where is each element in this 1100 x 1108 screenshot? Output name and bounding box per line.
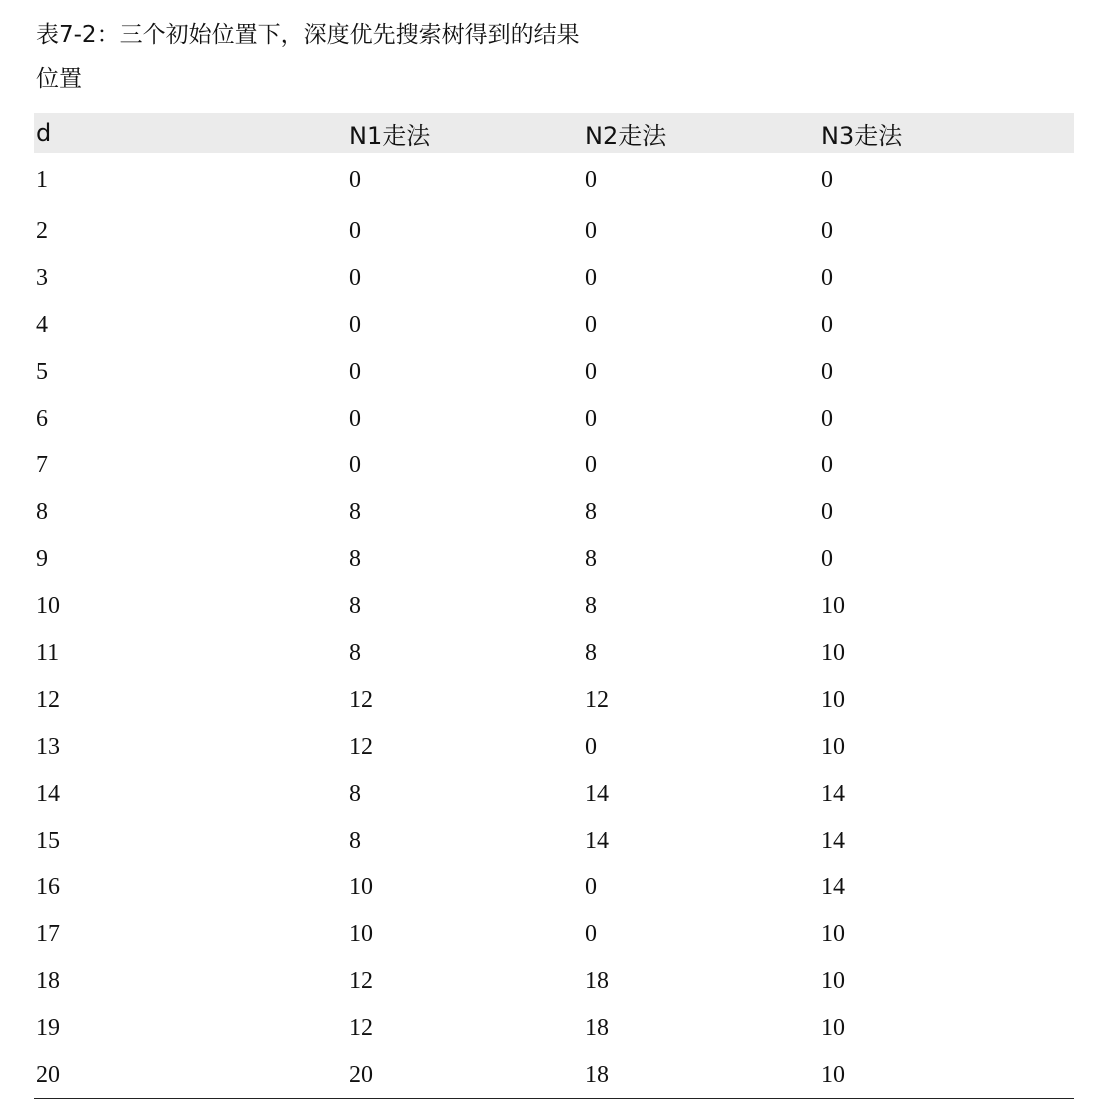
- cell-n3: 14: [821, 780, 845, 807]
- table-row: [34, 818, 1074, 865]
- cell-n2: 0: [585, 921, 597, 948]
- cell-n1: 12: [349, 1015, 373, 1042]
- cell-n2: 0: [585, 874, 597, 901]
- cell-n3: 0: [821, 311, 833, 338]
- header-cell-n1: N1走法: [349, 121, 431, 150]
- cell-d: 2: [36, 217, 48, 244]
- cell-d: 6: [36, 405, 48, 432]
- cell-d: 20: [34, 1052, 347, 1099]
- cell-n1: 12: [349, 686, 373, 713]
- cell-n1: 8: [349, 639, 361, 666]
- cell-d: 7: [36, 452, 48, 479]
- cell-n1: 8: [349, 827, 361, 854]
- header-cell-n2: N2走法: [585, 121, 667, 150]
- cell-n3: 10: [821, 639, 845, 666]
- cell-n3: 0: [821, 452, 833, 479]
- cell-n1: 10: [349, 921, 373, 948]
- table-subtitle: 位置: [36, 66, 82, 92]
- cell-d: 19: [36, 1015, 60, 1042]
- cell-d: 11: [36, 639, 60, 666]
- cell-n2: 12: [585, 686, 609, 713]
- cell-d: 14: [36, 780, 60, 807]
- table-row: [34, 771, 1074, 818]
- table-row: [34, 911, 1074, 958]
- cell-n2: 18: [585, 1015, 609, 1042]
- cell-n2: 8: [585, 593, 597, 620]
- table-row: [34, 208, 1074, 255]
- table-row: [34, 536, 1074, 583]
- cell-n1: 12: [349, 968, 373, 995]
- header-cell-n3: N3走法: [821, 121, 903, 150]
- cell-n3: 14: [821, 827, 845, 854]
- table-row: [34, 1005, 1074, 1052]
- table-row: [34, 349, 1074, 396]
- cell-n1: 8: [349, 499, 361, 526]
- table-header: [34, 113, 1074, 153]
- cell-n2: 18: [583, 1052, 819, 1099]
- cell-n3: 0: [821, 264, 833, 291]
- cell-n1: 0: [349, 217, 361, 244]
- table-body: [34, 153, 1074, 1099]
- table-row: [34, 153, 1074, 208]
- cell-d: 10: [36, 593, 60, 620]
- cell-d: 4: [36, 311, 48, 338]
- cell-n2: 0: [585, 733, 597, 760]
- cell-d: 3: [36, 264, 48, 291]
- cell-d: 5: [36, 358, 48, 385]
- cell-n1: 8: [349, 780, 361, 807]
- table-row: [34, 958, 1074, 1005]
- cell-n2: 8: [585, 546, 597, 573]
- cell-n3: 10: [821, 686, 845, 713]
- cell-n3: 0: [821, 499, 833, 526]
- table-row: [34, 1052, 1074, 1099]
- table-row: [34, 302, 1074, 349]
- cell-n3: 10: [819, 1052, 1074, 1099]
- cell-n2: 0: [585, 452, 597, 479]
- cell-n3: 0: [821, 217, 833, 244]
- table-row: [34, 255, 1074, 302]
- cell-n3: 0: [821, 358, 833, 385]
- cell-n3: 10: [821, 593, 845, 620]
- header-cell-d: d: [36, 119, 52, 147]
- cell-d: 9: [36, 546, 48, 573]
- cell-n2: 8: [585, 639, 597, 666]
- table-row: [34, 442, 1074, 489]
- table-title: 表7-2：三个初始位置下，深度优先搜索树得到的结果: [36, 22, 580, 48]
- cell-n2: 18: [585, 968, 609, 995]
- cell-n3: 0: [821, 546, 833, 573]
- table-row: [34, 396, 1074, 443]
- cell-n1: 12: [349, 733, 373, 760]
- cell-n1: 0: [349, 358, 361, 385]
- cell-n2: 14: [585, 780, 609, 807]
- cell-d: 13: [36, 733, 60, 760]
- cell-n1: 0: [349, 311, 361, 338]
- table-row: [34, 489, 1074, 536]
- table-caption: [36, 18, 580, 96]
- table-row: [34, 864, 1074, 911]
- cell-d: 12: [36, 686, 60, 713]
- cell-d: 16: [36, 874, 60, 901]
- cell-n2: 0: [585, 264, 597, 291]
- cell-n2: 8: [585, 499, 597, 526]
- cell-n2: 0: [585, 311, 597, 338]
- results-table: [34, 113, 1074, 1099]
- header-row: [34, 113, 1074, 153]
- table-row: [34, 630, 1074, 677]
- cell-d: 1: [36, 167, 48, 193]
- cell-d: 8: [36, 499, 48, 526]
- cell-n3: 10: [821, 1015, 845, 1042]
- cell-d: 18: [36, 968, 60, 995]
- cell-n1: 8: [349, 593, 361, 620]
- cell-n1: 0: [349, 167, 361, 193]
- cell-n3: 10: [821, 921, 845, 948]
- cell-n3: 0: [821, 167, 833, 193]
- cell-n2: 0: [585, 358, 597, 385]
- cell-n1: 0: [349, 264, 361, 291]
- cell-n3: 14: [821, 874, 845, 901]
- cell-n2: 0: [585, 217, 597, 244]
- cell-n2: 14: [585, 827, 609, 854]
- cell-n2: 0: [585, 405, 597, 432]
- cell-n1: 10: [349, 874, 373, 901]
- table-row: [34, 583, 1074, 630]
- cell-n3: 0: [821, 405, 833, 432]
- cell-n2: 0: [585, 167, 597, 193]
- cell-d: 15: [36, 827, 60, 854]
- cell-n1: 20: [347, 1052, 583, 1099]
- cell-n1: 8: [349, 546, 361, 573]
- cell-n1: 0: [349, 405, 361, 432]
- table-row: [34, 724, 1074, 771]
- cell-n1: 0: [349, 452, 361, 479]
- cell-n3: 10: [821, 968, 845, 995]
- cell-d: 17: [36, 921, 60, 948]
- cell-n3: 10: [821, 733, 845, 760]
- table-row: [34, 677, 1074, 724]
